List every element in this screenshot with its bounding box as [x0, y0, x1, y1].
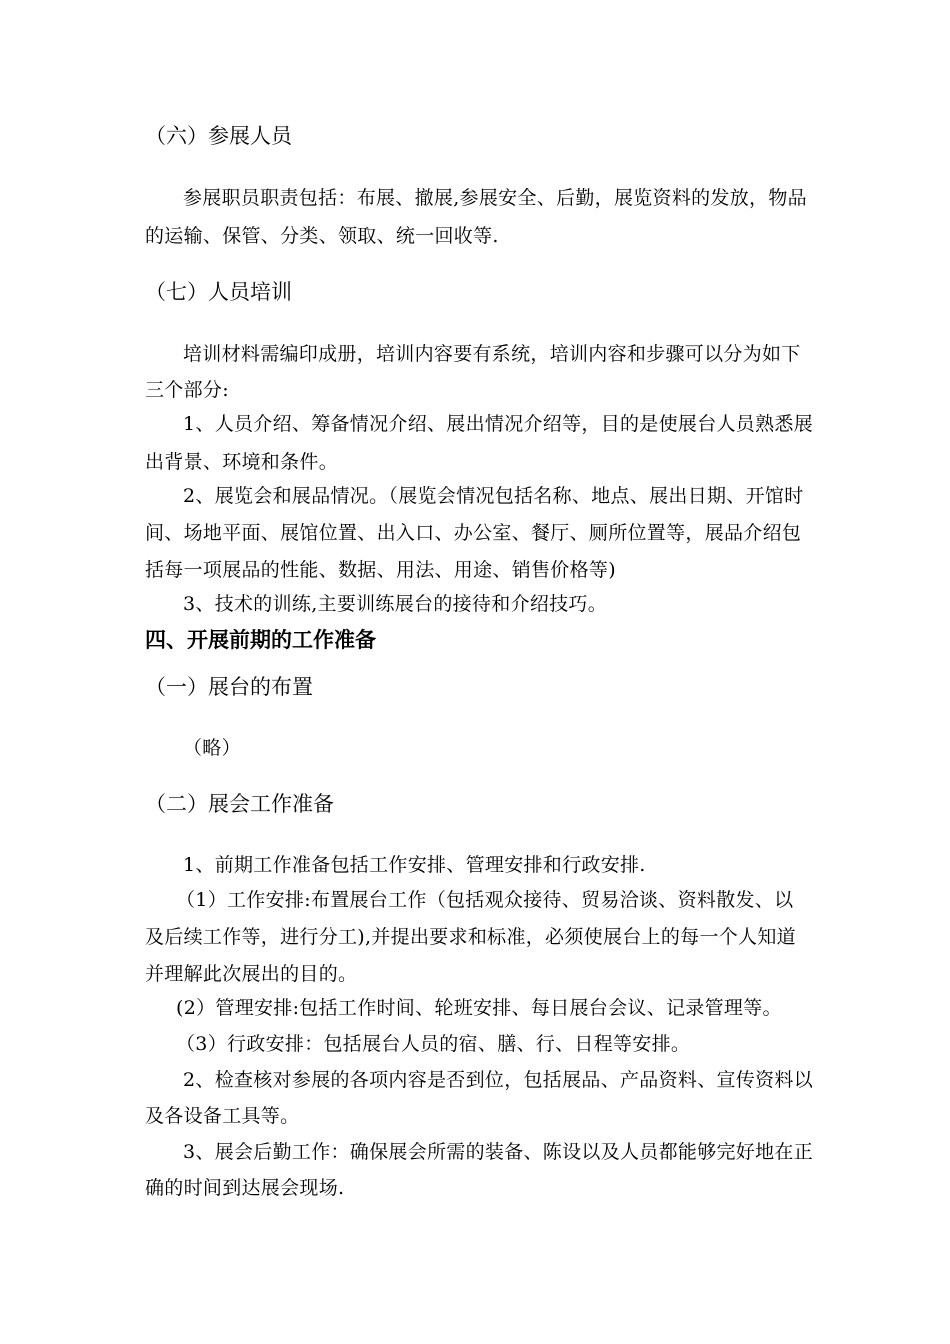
- paragraph-line: 2、检查核对参展的各项内容是否到位，包括展品、产品资料、宣传资料以: [183, 1069, 813, 1091]
- paragraph-line: 的运输、保管、分类、领取、统一回收等.: [145, 225, 499, 247]
- section-heading-participants: （六）参展人员: [145, 124, 292, 148]
- section-heading-booth-layout: （一）展台的布置: [145, 675, 313, 699]
- paragraph-line: 及后续工作等，进行分工),并提出要求和标准，必须使展台上的每一个人知道: [145, 926, 796, 948]
- part-title-preparation: 四、开展前期的工作准备: [145, 628, 376, 652]
- paragraph-line: 并理解此次展出的目的。: [145, 963, 358, 985]
- paragraph-line: 参展职员职责包括：布展、撤展,参展安全、后勤，展览资料的发放，物品: [183, 187, 807, 209]
- paragraph-line: 确的时间到达展会现场.: [145, 1177, 345, 1199]
- paragraph-line: 1、前期工作准备包括工作安排、管理安排和行政安排.: [183, 854, 646, 876]
- paragraph-line: 1、人员介绍、筹备情况介绍、展出情况介绍等，目的是使展台人员熟悉展: [183, 413, 813, 435]
- paragraph-line: （1）工作安排:布置展台工作（包括观众接待、贸易洽谈、资料散发、以: [176, 889, 794, 911]
- paragraph-line: 间、场地平面、展馆位置、出入口、办公室、餐厅、厕所位置等，展品介绍包: [145, 522, 802, 544]
- section-heading-work-preparation: （二）展会工作准备: [145, 792, 334, 816]
- paragraph-line: 三个部分:: [145, 379, 229, 401]
- section-heading-training: （七）人员培训: [145, 280, 292, 304]
- paragraph-line: 3、展会后勤工作：确保展会所需的装备、陈设以及人员都能够完好地在正: [183, 1141, 813, 1163]
- paragraph-line: (2）管理安排:包括工作时间、轮班安排、每日展台会议、记录管理等。: [176, 997, 782, 1019]
- paragraph-line: 培训材料需编印成册，培训内容要有系统，培训内容和步骤可以分为如下: [183, 343, 801, 365]
- paragraph-line: 2、展览会和展品情况。（展览会情况包括名称、地点、展出日期、开馆时: [183, 485, 804, 507]
- paragraph-line: （3）行政安排：包括展台人员的宿、膳、行、日程等安排。: [176, 1033, 691, 1055]
- paragraph-line: 括每一项展品的性能、数据、用法、用途、销售价格等): [145, 559, 616, 581]
- paragraph-line: 3、技术的训练,主要训练展台的接待和介绍技巧。: [183, 593, 608, 615]
- paragraph-line: 及各设备工具等。: [145, 1105, 300, 1127]
- paragraph-line: （略）: [183, 737, 241, 759]
- paragraph-line: 出背景、环境和条件。: [145, 451, 339, 473]
